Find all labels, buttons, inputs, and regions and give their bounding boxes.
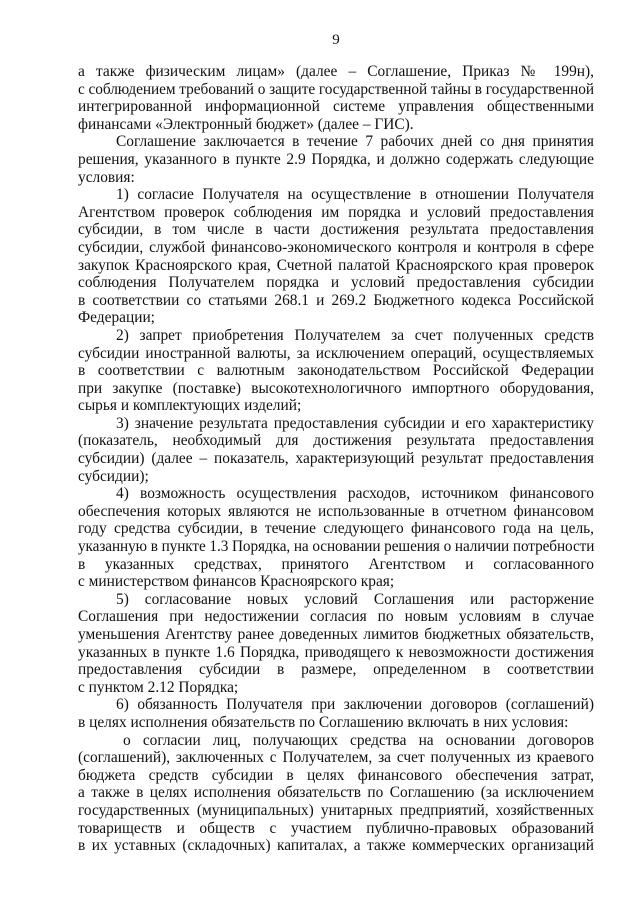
text-line: обеспечения которых являются не использованные в отчетном финансовом — [78, 502, 594, 520]
text-line: субсидии, службой финансово-экономического контроля и контроля в сфере — [78, 238, 594, 256]
text-line: а также физическим лицам» (далее – Соглашение, Приказ № 199н), — [78, 63, 594, 80]
text-line: при закупке (поставке) высокотехнологичного импортного оборудования, — [78, 379, 594, 397]
text-line: государственных (муниципальных) унитарных предприятий, хозяйственных — [78, 801, 594, 819]
text-line: в их уставных (складочных) капиталах, а также коммерческих организаций — [78, 837, 594, 855]
text-line: 1) согласие Получателя на осуществление в отношении Получателя — [116, 186, 594, 204]
document-body — [78, 63, 594, 855]
text-line: Соглашения при недостижении согласия по новым условиям в случае — [78, 608, 594, 626]
text-line: соблюдения Получателем порядка и условий предоставления субсидии — [78, 274, 594, 292]
text-line: субсидии, в том числе в части достижения результата предоставления — [78, 221, 594, 239]
text-line: в соответствии с валютным законодательством Российской Федерации — [78, 362, 594, 380]
text-line: субсидии иностранной валюты, за исключением операций, осуществляемых — [78, 344, 594, 362]
text-line: с министерством финансов Красноярского края; — [78, 573, 395, 591]
text-line: сырья и комплектующих изделий; — [78, 397, 302, 415]
text-line: 2) запрет приобретения Получателем за счет полученных средств — [116, 326, 594, 344]
text-line: субсидии) (далее – показатель, характеризующий результат предоставления — [78, 450, 594, 468]
text-line: (показатель, необходимый для достижения результата предоставления — [78, 432, 594, 450]
text-line: условия: — [78, 168, 135, 186]
page-number: 9 — [332, 32, 340, 48]
text-line: предоставления субсидии в размере, определенном в соответствии — [78, 661, 594, 679]
text-line: в соответствии со статьями 268.1 и 269.2 Бюджетного кодекса Российской — [78, 291, 594, 309]
text-line: с пунктом 2.12 Порядка; — [78, 678, 239, 696]
text-line: финансами «Электронный бюджет» (далее – ГИС). — [78, 115, 414, 133]
text-line: (соглашений), заключенных с Получателем, за счет полученных из краевого — [78, 749, 594, 767]
text-line: Агентством проверок соблюдения им порядка и условий предоставления — [78, 203, 594, 221]
text-line: уменьшения Агентству ранее доведенных лимитов бюджетных обязательств, — [78, 626, 594, 643]
text-line: товариществ и обществ с участием публично-правовых образований — [78, 819, 594, 837]
text-line: 4) возможность осуществления расходов, источником финансового — [116, 485, 594, 503]
text-line: решения, указанного в пункте 2.9 Порядка, и должно содержать следующие — [78, 150, 594, 168]
text-line: в целях исполнения обязательств по Соглашению включать в них условия: — [78, 713, 569, 731]
text-line: Федерации; — [78, 309, 155, 327]
text-line: указанную в пункте 1.3 Порядка, на основании решения о наличии потребности — [78, 538, 595, 556]
text-line: о согласии лиц, получающих средства на основании договоров — [123, 731, 594, 749]
text-line: а также в целях исполнения обязательств по Соглашению (за исключением — [78, 784, 594, 802]
text-line: 3) значение результата предоставления субсидии и его характеристику — [116, 414, 594, 432]
text-line: указанных в пункте 1.6 Порядка, приводящего к невозможности достижения — [78, 643, 594, 661]
text-line: закупок Красноярского края, Счетной палатой Красноярского края проверок — [78, 256, 594, 274]
text-line: Соглашение заключается в течение 7 рабочих дней со дня принятия — [116, 133, 594, 151]
text-line: интегрированной информационной системе управления общественными — [78, 98, 594, 116]
text-line: году средства субсидии, в течение следующего финансового года на цель, — [78, 520, 594, 538]
text-line: субсидии); — [78, 467, 149, 485]
text-line: в указанных средствах, принятого Агентством и согласованного — [78, 555, 594, 573]
text-line: с соблюдением требований о защите государственной тайны в государственной — [78, 80, 594, 98]
text-line: бюджета средств субсидии в целях финансового обеспечения затрат, — [78, 766, 594, 784]
text-line: 5) согласование новых условий Соглашения или расторжение — [116, 590, 594, 608]
text-line: 6) обязанность Получателя при заключении договоров (соглашений) — [116, 696, 594, 714]
